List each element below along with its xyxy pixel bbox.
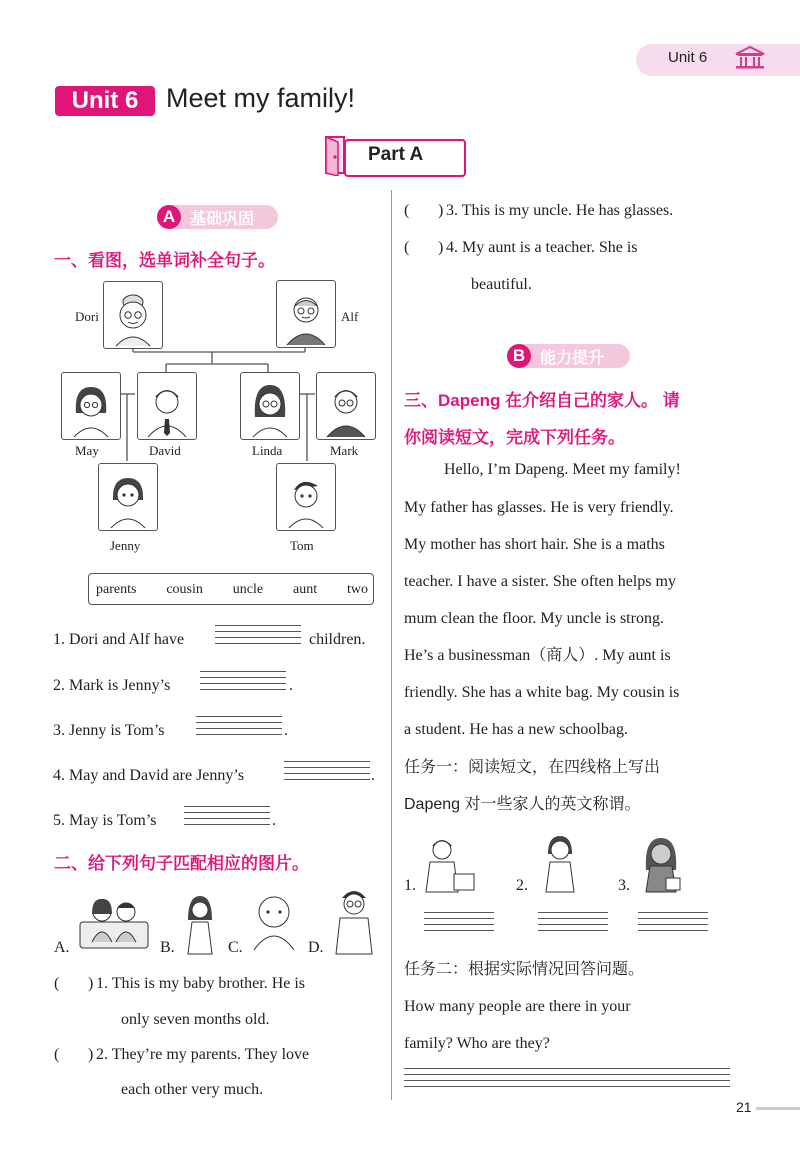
four-line-grid[interactable] — [638, 912, 708, 936]
q2-paren-close[interactable]: ) — [88, 975, 94, 992]
section-b-title: 能力提升 — [540, 350, 605, 367]
q2-paren-close[interactable]: ) — [438, 239, 444, 256]
task2-heading: 任务二：根据实际情况回答问题。 — [404, 961, 645, 978]
girl-icon — [99, 464, 157, 530]
q2-item-1-cont: only seven months old. — [121, 1011, 270, 1028]
section-b-letter: B — [507, 344, 531, 368]
name-may: May — [75, 443, 99, 458]
task1-label-1: 1. — [404, 877, 416, 894]
q1-sentence-2-end: . — [289, 677, 293, 694]
aunt-with-bag-icon — [638, 834, 684, 894]
section-a-letter: A — [157, 205, 181, 229]
baby-icon — [246, 892, 302, 952]
man-glasses-icon — [317, 373, 375, 439]
tom-portrait — [276, 463, 336, 531]
temple-icon — [733, 45, 767, 71]
q1-sentence-2: 2. Mark is Jenny’s — [53, 677, 171, 694]
answer-four-line-grid[interactable] — [404, 1068, 730, 1092]
q2-item-1: 1. This is my baby brother. He is — [96, 975, 306, 992]
passage-line: Hello, I’m Dapeng. Meet my family! — [444, 461, 681, 478]
unit-tab — [636, 44, 800, 76]
word-bank-item: uncle — [232, 582, 264, 597]
alf-portrait — [276, 280, 336, 348]
q2-paren-close[interactable]: ) — [438, 202, 444, 219]
word-bank-item: two — [347, 582, 368, 597]
woman-icon — [62, 373, 120, 439]
four-line-grid[interactable] — [184, 806, 270, 830]
jenny-portrait — [98, 463, 158, 531]
q2-item-2: 2. They’re my parents. They love — [96, 1046, 310, 1063]
four-line-grid[interactable] — [424, 912, 494, 936]
name-linda: Linda — [252, 443, 283, 458]
unit-tab-label: Unit 6 — [668, 49, 708, 66]
mark-portrait — [316, 372, 376, 440]
passage-line: He’s a businessman（商人）. My aunt is — [404, 647, 671, 664]
grandma-icon — [104, 282, 162, 348]
boy-icon — [277, 464, 335, 530]
couple-icon — [76, 892, 152, 954]
unit-title: Meet my family! — [166, 83, 356, 113]
passage-line: mum clean the floor. My uncle is strong. — [404, 610, 664, 627]
q1-sentence-3: 3. Jenny is Tom’s — [53, 722, 165, 739]
four-line-grid[interactable] — [196, 716, 282, 740]
man-glasses-icon — [330, 884, 378, 956]
word-bank-item: aunt — [293, 582, 318, 597]
option-b-label: B. — [160, 939, 175, 956]
q2-paren-open: ( — [54, 975, 60, 992]
q1-sentence-4-end: . — [371, 767, 375, 784]
q2-paren-close[interactable]: ) — [88, 1046, 94, 1063]
page-number: 21 — [736, 1099, 752, 1115]
q2-item-3: 3. This is my uncle. He has glasses. — [446, 202, 674, 219]
passage-line: a student. He has a new schoolbag. — [404, 721, 628, 738]
name-dori: Dori — [75, 309, 99, 324]
task1-label-3: 3. — [618, 877, 630, 894]
q1-sentence-5: 5. May is Tom’s — [53, 812, 157, 829]
unit-badge: Unit 6 — [55, 86, 155, 116]
q2-item-4-cont: beautiful. — [471, 276, 532, 293]
q3-heading-line1: 三、Dapeng 在介绍自己的家人。 请 — [404, 391, 680, 410]
option-c-label: C. — [228, 939, 243, 956]
david-portrait — [137, 372, 197, 440]
may-portrait — [61, 372, 121, 440]
q3-heading-line2: 你阅读短文，完成下列任务。 — [404, 428, 625, 447]
four-line-grid[interactable] — [200, 671, 286, 695]
q2-paren-open: ( — [404, 239, 410, 256]
grandpa-icon — [277, 281, 335, 347]
q2-heading: 二、给下列句子匹配相应的图片。 — [54, 854, 309, 873]
q1-sentence-1: 1. Dori and Alf have — [53, 631, 185, 648]
q2-paren-open: ( — [404, 202, 410, 219]
man-tie-icon — [138, 373, 196, 439]
dori-portrait — [103, 281, 163, 349]
four-line-grid[interactable] — [538, 912, 608, 936]
option-a-label: A. — [54, 939, 70, 956]
task2-question-line2: family? Who are they? — [404, 1035, 550, 1052]
word-bank-item: cousin — [166, 582, 203, 597]
word-bank-item: parents — [96, 582, 137, 597]
name-jenny: Jenny — [110, 538, 141, 553]
four-line-grid[interactable] — [215, 625, 301, 649]
mother-icon — [538, 832, 582, 894]
passage-line: friendly. She has a white bag. My cousin is — [404, 684, 680, 701]
passage-line: teacher. I have a sister. She often helps my — [404, 573, 676, 590]
column-divider — [391, 190, 392, 1100]
footer-rule — [756, 1107, 800, 1110]
q1-sentence-1-end: children. — [309, 631, 366, 648]
four-line-grid[interactable] — [284, 761, 370, 785]
name-alf: Alf — [341, 309, 359, 324]
name-tom: Tom — [290, 538, 314, 553]
woman-glasses-icon — [241, 373, 299, 439]
name-david: David — [149, 443, 181, 458]
q2-item-4: 4. My aunt is a teacher. She is — [446, 239, 638, 256]
option-d-label: D. — [308, 939, 324, 956]
part-label: Part A — [368, 144, 424, 165]
word-bank — [96, 580, 368, 600]
businessman-icon — [420, 832, 478, 894]
task1-label-2: 2. — [516, 877, 528, 894]
q2-paren-open: ( — [54, 1046, 60, 1063]
task1-line1: 任务一：阅读短文，在四线格上写出 — [404, 759, 661, 776]
section-a-title: 基础巩固 — [190, 211, 255, 228]
q1-sentence-4: 4. May and David are Jenny’s — [53, 767, 245, 784]
name-mark: Mark — [330, 443, 359, 458]
task2-question-line1: How many people are there in your — [404, 998, 631, 1015]
q1-sentence-5-end: . — [272, 812, 276, 829]
linda-portrait — [240, 372, 300, 440]
q1-heading: 一、看图，选单词补全句子。 — [54, 251, 275, 270]
teacher-woman-icon — [180, 892, 220, 956]
door-icon — [323, 134, 349, 176]
q2-item-2-cont: each other very much. — [121, 1081, 264, 1098]
q1-sentence-3-end: . — [284, 722, 288, 739]
passage-line: My father has glasses. He is very friendly. — [404, 499, 674, 516]
task1-line2: Dapeng 对一些家人的英文称谓。 — [404, 796, 641, 813]
passage-line: My mother has short hair. She is a maths — [404, 536, 665, 553]
